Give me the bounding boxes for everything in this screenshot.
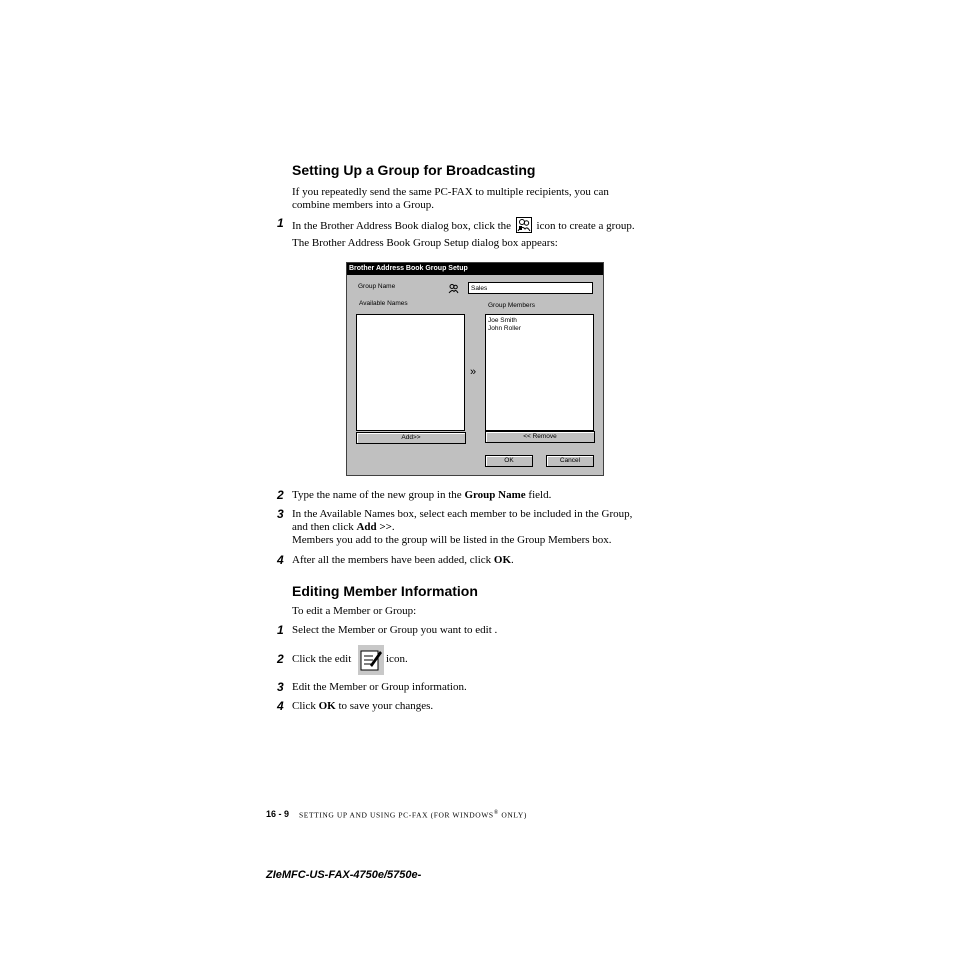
edit-step-2-after: icon. <box>386 653 408 665</box>
section-title-editing: Editing Member Information <box>292 583 478 599</box>
step-4-bold: OK <box>493 554 512 566</box>
page-number: 16 - 9 <box>266 809 290 819</box>
list-item[interactable]: Joe Smith <box>488 317 517 324</box>
step-1-text-after: icon to create a group. <box>536 220 635 232</box>
edit-step-4-text <box>292 700 433 713</box>
step-number: 4 <box>277 699 284 713</box>
edit-step-1-text: Select the Member or Group you want to edit . <box>292 624 498 636</box>
edit-step-4-before: Click <box>292 700 319 712</box>
step-number: 3 <box>277 507 284 521</box>
step-number: 1 <box>277 216 284 230</box>
step-2-text-before: Type the name of the new group in the <box>292 489 465 501</box>
step-3-line-2-before: and then click <box>292 521 357 533</box>
registered-mark: ® <box>493 810 499 816</box>
group-setup-dialog <box>346 262 604 476</box>
step-4-text-after: . <box>511 554 514 566</box>
step-number: 1 <box>277 623 284 637</box>
ok-button[interactable]: OK <box>485 455 533 467</box>
step-2-text <box>292 489 551 502</box>
step-2-bold: Group Name <box>464 489 526 501</box>
group-name-value: Sales <box>471 285 488 292</box>
step-1-text <box>292 217 635 233</box>
list-item[interactable]: John Roller <box>488 325 521 332</box>
edit-step-2-before: Click the edit <box>292 653 352 665</box>
step-3-line-2 <box>292 521 395 534</box>
chapter-title-text: SETTING UP AND USING PC-FAX (FOR WINDOWS <box>299 810 494 820</box>
step-2-text-after: field. <box>525 489 552 501</box>
step-3-bold: Add >> <box>356 521 392 533</box>
group-name-label: Group Name <box>358 283 396 290</box>
step-number: 2 <box>277 652 284 666</box>
edit-icon <box>358 645 384 675</box>
edit-step-4-bold: OK <box>318 700 336 712</box>
dialog-title-bar: Brother Address Book Group Setup <box>347 263 603 275</box>
group-members-label: Group Members <box>488 302 535 309</box>
edit-step-4-after: to save your changes. <box>335 700 434 712</box>
available-names-label: Available Names <box>359 300 408 307</box>
group-setup-icon <box>516 217 532 233</box>
group-members-list[interactable] <box>485 314 594 431</box>
intro-line-2: combine members into a Group. <box>292 199 435 211</box>
editing-intro: To edit a Member or Group: <box>292 605 417 617</box>
step-1-note: The Brother Address Book Group Setup dialog box appears: <box>292 237 558 249</box>
group-icon <box>448 281 459 292</box>
step-number: 4 <box>277 553 284 567</box>
group-name-input[interactable] <box>468 282 593 294</box>
step-1-text-before: In the Brother Address Book dialog box, click the <box>292 220 512 232</box>
step-4-text-before: After all the members have been added, click <box>292 554 494 566</box>
edit-step-3-text: Edit the Member or Group information. <box>292 681 467 693</box>
step-number: 3 <box>277 680 284 694</box>
section-title-broadcasting: Setting Up a Group for Broadcasting <box>292 162 536 178</box>
chapter-title <box>299 810 527 820</box>
step-number: 2 <box>277 488 284 502</box>
step-4-text <box>292 554 514 567</box>
cancel-button[interactable]: Cancel <box>546 455 594 467</box>
available-names-list[interactable] <box>356 314 465 431</box>
chapter-title-end: ONLY) <box>498 810 527 820</box>
step-3-line-2-after: . <box>391 521 395 533</box>
step-3-line-3: Members you add to the group will be listed in the Group Members box. <box>292 534 612 546</box>
add-button[interactable]: Add>> <box>356 432 466 444</box>
intro-line-1: If you repeatedly send the same PC-FAX to multiple recipients, you can <box>292 186 609 198</box>
step-3-line-1: In the Available Names box, select each member to be included in the Group, <box>292 508 633 520</box>
document-id: ZIeMFC-US-FAX-4750e/5750e- <box>266 869 422 881</box>
transfer-arrow: » <box>470 366 477 378</box>
remove-button[interactable]: << Remove <box>485 431 595 443</box>
